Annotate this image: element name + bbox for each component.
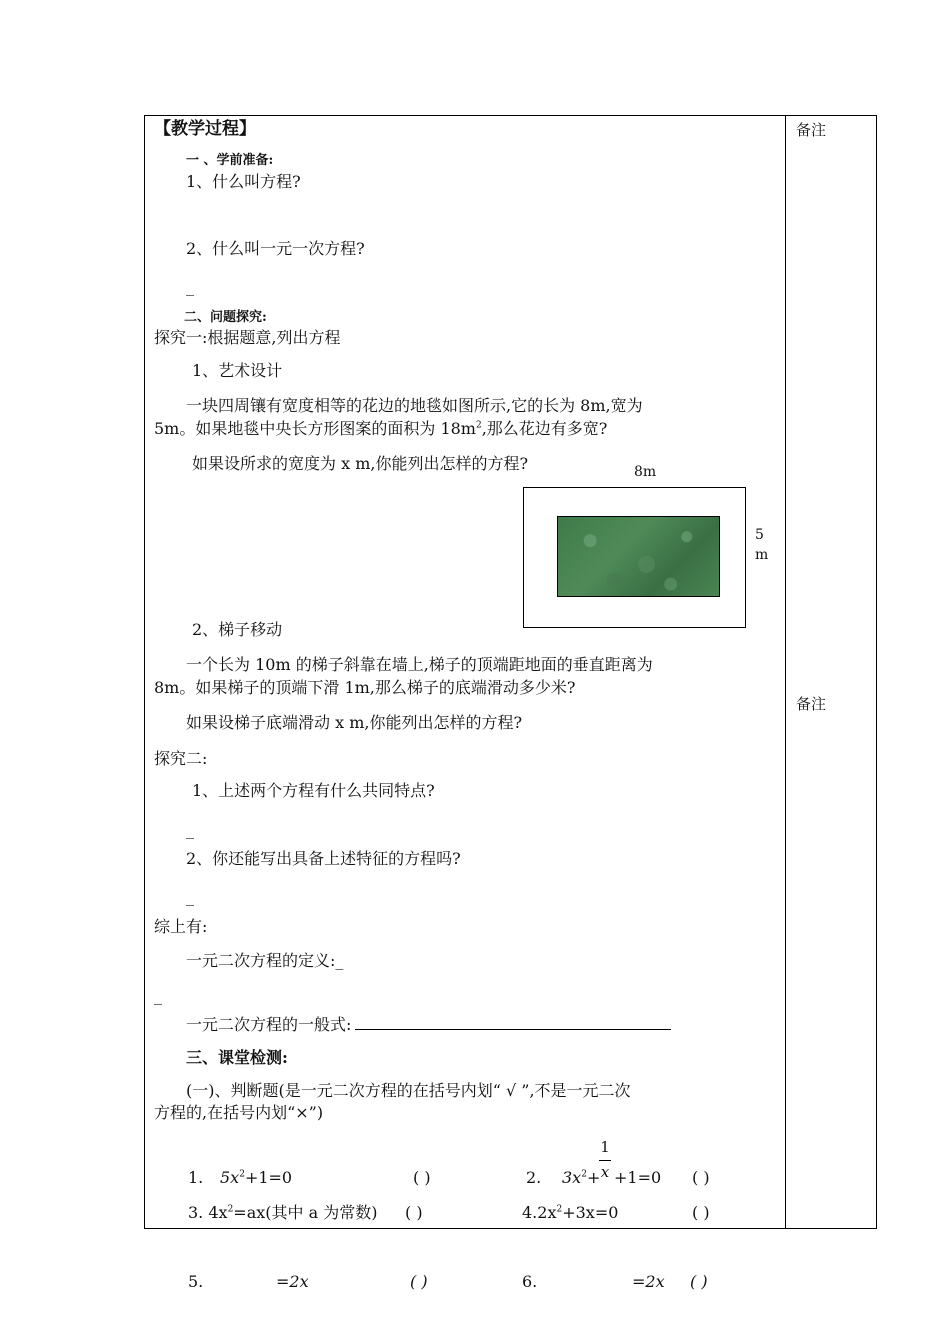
- problem-2-answer-parens: ( ): [692, 1168, 710, 1187]
- problem-1-number: 1.: [188, 1168, 204, 1187]
- section2-title: 二、问题探究:: [184, 310, 267, 325]
- remarks-label: 备注: [796, 695, 827, 713]
- item-1-title: 1、艺术设计: [192, 361, 283, 380]
- section3-title: 三、课堂检测:: [186, 1048, 288, 1067]
- carpet-length-label: 8m: [634, 464, 657, 480]
- problem-3-answer-parens: ( ): [405, 1203, 423, 1222]
- section1-title: 一 、学前准备:: [186, 153, 274, 168]
- item-2-text-line2: 8m。如果梯子的顶端下滑 1m,那么梯子的底端滑动多少米?: [154, 678, 576, 697]
- problem-6-number: 6.: [522, 1272, 538, 1291]
- question-2: 2、什么叫一元一次方程?: [186, 239, 365, 258]
- carpet-width-label-unit: m: [755, 547, 769, 563]
- carpet-width-label-digit: 5: [755, 527, 764, 543]
- answer-blank: _: [186, 887, 194, 906]
- problem-6-equation: =2x: [632, 1272, 665, 1291]
- explore-2-title: 探究二:: [154, 749, 208, 768]
- summary-label: 综上有:: [154, 917, 208, 936]
- problem-2-fraction-numerator: 1: [600, 1138, 610, 1156]
- general-form-blank: [355, 1015, 671, 1030]
- problem-1-answer-parens: ( ): [413, 1168, 431, 1187]
- remarks-header: 备注: [796, 121, 827, 139]
- problem-1-equation: $5x^2+1=0$: [220, 1168, 293, 1187]
- definition-label: 一元二次方程的定义:_: [186, 951, 344, 970]
- problem-2-fraction-denominator: x: [600, 1163, 610, 1181]
- explore-1-title: 探究一:根据题意,列出方程: [154, 328, 341, 347]
- answer-blank: _: [186, 820, 194, 839]
- problem-6-answer-parens: ( ): [690, 1272, 708, 1291]
- question-1: 1、什么叫方程?: [186, 172, 301, 191]
- item-1-text-line1: 一块四周镶有宽度相等的花边的地毯如图所示,它的长为 8m,宽为: [186, 396, 643, 415]
- item-1-text-line2: 5m。如果地毯中央长方形图案的面积为 $18m^2$,那么花边有多宽?: [154, 419, 608, 438]
- problem-5-number: 5.: [188, 1272, 204, 1291]
- problem-4-answer-parens: ( ): [692, 1203, 710, 1222]
- judge-instructions-line2: 方程的,在括号内划“×”): [154, 1103, 324, 1122]
- general-form-line: [186, 1014, 671, 1036]
- problem-2-number: 2.: [526, 1168, 542, 1187]
- judge-instructions-line1: (一)、判断题(是一元二次方程的在括号内划“ √ ”,不是一元二次: [186, 1081, 631, 1100]
- problem-5-equation: =2x: [276, 1272, 309, 1291]
- answer-blank: _: [186, 277, 194, 296]
- problem-3-equation: 3. $4x^2=ax$(其中 a 为常数): [188, 1203, 378, 1222]
- explore-2-question-1: 1、上述两个方程有什么共同特点?: [192, 781, 435, 800]
- problem-5-answer-parens: ( ): [410, 1272, 428, 1291]
- problem-2-equation-right: +1=0: [614, 1168, 662, 1187]
- remarks-column-divider: [785, 115, 786, 1229]
- problem-2-equation-left: $3x^2+$: [562, 1168, 601, 1187]
- carpet-center-pattern: [557, 516, 720, 597]
- definition-blank: _: [154, 986, 162, 1005]
- item-1-question: 如果设所求的宽度为 x m,你能列出怎样的方程?: [192, 454, 529, 473]
- general-form-label: 一元二次方程的一般式:: [186, 1015, 352, 1034]
- item-2-title: 2、梯子移动: [192, 620, 283, 639]
- item-2-text-line1: 一个长为 10m 的梯子斜靠在墙上,梯子的顶端距地面的垂直距离为: [186, 655, 653, 674]
- item-2-question: 如果设梯子底端滑动 x m,你能列出怎样的方程?: [186, 713, 523, 732]
- problem-4-equation: $4.2x^2+3x=0$: [522, 1203, 619, 1222]
- section-heading: 【教学过程】: [154, 119, 256, 139]
- problem-2-fraction-bar: [599, 1160, 611, 1161]
- explore-2-question-2: 2、你还能写出具备上述特征的方程吗?: [186, 849, 461, 868]
